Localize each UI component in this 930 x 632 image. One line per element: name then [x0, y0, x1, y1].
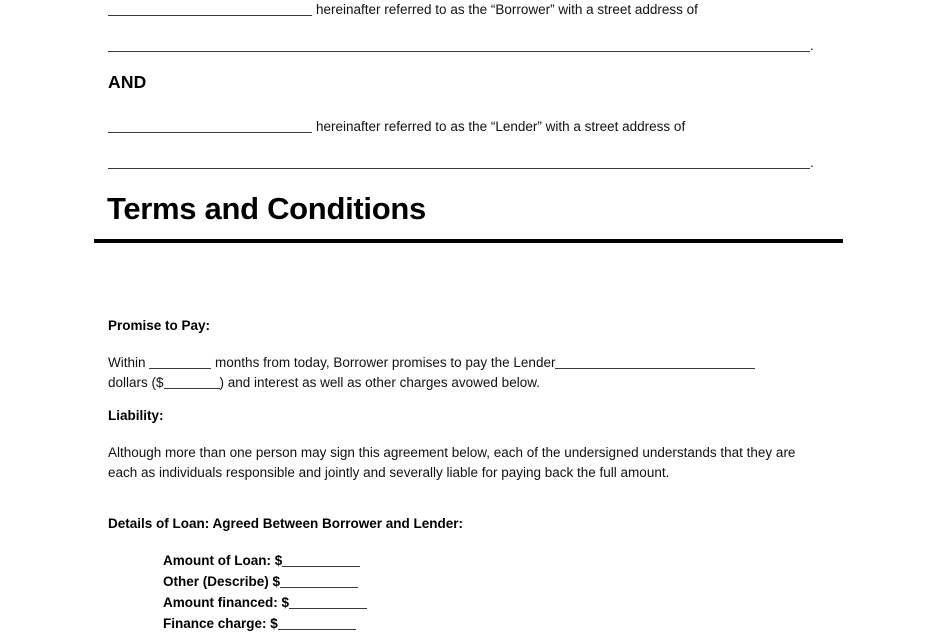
lender-intro-text: hereinafter referred to as the “Lender” with a street address of — [316, 119, 686, 134]
promise-months-blank[interactable] — [149, 356, 211, 369]
borrower-name-blank[interactable] — [108, 2, 312, 16]
loan-detail-blank[interactable] — [280, 575, 358, 588]
loan-detail-blank[interactable] — [289, 596, 367, 609]
loan-detail-amount-of-loan — [163, 552, 360, 569]
loan-detail-other-describe — [163, 573, 358, 590]
borrower-intro-text: hereinafter referred to as the “Borrower” with a street address of — [316, 2, 698, 17]
loan-detail-blank[interactable] — [282, 554, 360, 567]
loan-detail-label: Amount of Loan: $ — [163, 553, 283, 568]
and-separator-heading: AND — [108, 72, 147, 92]
lender-address-terminator: . — [810, 155, 814, 170]
promise-lender-amount-blank[interactable] — [555, 356, 755, 369]
liability-body: Although more than one person may sign this agreement below, each of the undersigned understands that they are each as individuals responsible and jointly and severally liable for paying back the full amount. — [108, 445, 796, 480]
promise-line1-pre: Within — [108, 355, 146, 370]
page-title: Terms and Conditions — [107, 191, 426, 226]
title-divider — [94, 239, 843, 243]
promise-line2-pre: dollars ($ — [108, 374, 164, 390]
loan-detail-label: Finance charge: $ — [163, 616, 278, 631]
section-heading-promise-to-pay: Promise to Pay: — [108, 318, 211, 333]
promise-line2-post: ) and interest as well as other charges avowed below. — [219, 374, 540, 390]
section-heading-details-of-loan: Details of Loan: Agreed Between Borrower and Lender: — [108, 516, 464, 531]
promise-dollars-blank[interactable] — [164, 376, 220, 389]
lender-address-blank[interactable] — [108, 155, 810, 169]
loan-detail-blank[interactable] — [278, 617, 356, 630]
lender-address-line — [108, 153, 814, 172]
loan-detail-label: Other (Describe) $ — [163, 574, 281, 589]
loan-detail-amount-financed — [163, 594, 367, 611]
section-heading-liability: Liability: — [108, 408, 164, 423]
borrower-address-blank[interactable] — [108, 38, 810, 52]
borrower-party-line — [108, 0, 698, 19]
lender-party-line — [108, 117, 685, 136]
promise-line1-mid: months from today, Borrower promises to pay the Lender — [215, 355, 556, 370]
lender-name-blank[interactable] — [108, 119, 312, 133]
loan-detail-label: Amount financed: $ — [163, 595, 290, 610]
borrower-address-line — [108, 36, 814, 55]
borrower-address-terminator: . — [810, 38, 814, 53]
loan-detail-finance-charge — [163, 615, 356, 632]
promise-to-pay-body — [108, 353, 848, 392]
